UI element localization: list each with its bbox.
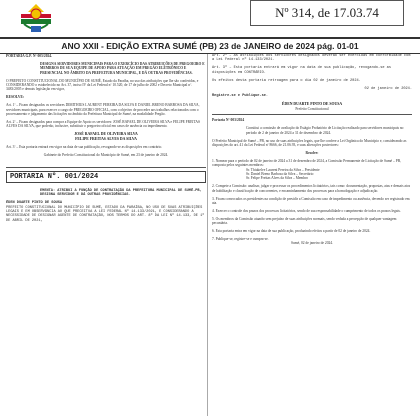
portaria-1-art3: Art. 3º – Esta portaria entrará em vigor na data de sua publicação, revogando-se as disposições em contrário.: [6, 144, 163, 149]
portaria-3-item4: 4. Exercer o controle dos prazos dos processos licitatórios, sendo de sua responsabilidade o cumprimento de todos os prazos legais.: [212, 208, 401, 213]
portaria-3-item5: 5. Os membros da Comissão atuarão sem prejuízo de suas atribuições normais, sendo vedada a percepção de qualquer vantagem pecuniária.: [212, 216, 397, 226]
portaria-1-ementa: DESIGNA SERVIDORES MUNICIPAIS PARA O EXERCÍCIO DAS ATRIBUIÇÕES DE PREGOEIRO E MEMBROS DE SUA EQUIPE DE APOIO PARA ATUAÇÃO EM PREGÃO ELETRÔNICO E PRESENCIAL NO ÂMBITO DA PREFEITURA MUNICIPAL, E DÁ OUTRAS PROVIDÊNCIAS.: [40, 61, 205, 75]
portaria-3-title: Portaria Nº 003/2024: [212, 118, 245, 123]
portaria-2-ementa: EMENTA: ATRIBUI A FUNÇÃO DE CONTRATAÇÃO DA PREFEITURA MUNICIPAL DE SUMÉ-PB, DESIGNA SERVIDOR E DÁ OUTRAS PROVIDÊNCIAS.: [40, 188, 202, 198]
portaria-1-title: PORTARIA G.P. Nº 005/2024.: [6, 54, 52, 58]
portaria-1-art2: Art. 2º – Ficam designados para compor a Equipe de Apoio os servidores: JOSÉ RAFAEL DE OLIVEIRA SILVA e FELIPE FREITAS ALVES DA SILVA, que poderão, inclusive, substituir o pregoeiro oficial em casos de ausência ou impedimento.: [6, 119, 200, 129]
portaria-1-preamble: O PREFEITO CONSTITUCIONAL DO MUNICÍPIO DE SUMÉ, Estado da Paraíba, no uso das atribuições que lhe são conferidas, e CONSIDERANDO o estabelecido no Art. 37, inciso IV da Lei Federal nº 10.520, de 17 de julho de 2002 e Decreto Municipal nº. 3483/2005 e demais legislação em vigor,: [6, 78, 199, 92]
right-column: [212, 54, 412, 416]
signature-top: JOSÉ RAFAEL DE OLIVEIRA SILVA: [74, 132, 138, 137]
portaria-3-item2: 2. Compete a Comissão: analisar, julgar e processar os procedimentos licitatórios, tais como: documentação, propostas, atas e demais atos de habilitação e classificação de concorrentes, e encaminhamento dos processos para a homologação e adjudicação.: [212, 184, 411, 193]
left-column: [6, 54, 206, 416]
portaria-3-date: Sumé, 02 de janeiro de 2024.: [290, 241, 334, 246]
page-header: [0, 0, 420, 36]
portaria-2-title: PORTARIA Nº. 001/2024: [6, 171, 206, 183]
portaria-3-preamble: O Prefeito Municipal de Sumé – PB, no uso de suas atribuições legais, que lhe confere a Lei Orgânica do Município e, considerando as disposições do art. 41 da Lei Federal nº 8666, de 21.06.93, e suas alterações posteriores:: [212, 138, 407, 147]
portaria-3-item1: 1. Nomear para o período de 02 de janeiro de 2024 a 31 de dezembro de 2024, a Comissão Permanente de Licitação de Sumé – PB, composta pelos seguintes membros:: [212, 158, 402, 168]
portaria-3-item7: 7. Publique-se, registre-se e cumpra-se.: [212, 237, 269, 242]
portaria-1-art1: Art. 1º – Ficam designados os servidores DIMITHIUS LAURENT PEREIRA DA SILVA E DANIEL BRENO BARBOSA DA SILVA, servidores municipais, para exercer o cargo de PREGOEIRO OFICIAL, com o objetivo de proceder aos trabalhos relacionados com o processamento e julgamento das licitações no âmbito da Prefeitura Municipal de Sumé, na modalidade Pregão.: [6, 103, 200, 117]
column-divider: [207, 54, 208, 416]
edition-banner: ANO XXII - EDIÇÃO EXTRA SUMÉ (PB) 23 de JANEIRO de 2024 pág. 01-01: [0, 37, 420, 54]
continuation-art3: Art. 3º – Esta portaria entrará em vigor na data de sua publicação, revogando-se as disposições em CONTRÁRIO.: [212, 66, 391, 75]
continuation-effects: Os efeitos desta portaria retroagem para o dia 02 de janeiro de 2024.: [212, 78, 361, 83]
mayor-role: Prefeito Constitucional: [295, 106, 329, 111]
portaria-3-item6: 6. Esta portaria entra em vigor na data de sua publicação, produzindo efeitos a partir de 02 de janeiro de 2024.: [212, 229, 371, 234]
signature-bottom: FELIPE FREITAS ALVES DA SILVA: [75, 136, 137, 141]
continuation-art2: Art. 2º – As atribuições dos servidores designados deverão ser exercidas em conformidade com a Lei Federal nº 14.133/2021.: [212, 54, 411, 63]
portaria-3-ementa: Constitui a comissão de avaliação do Estágio Probatório de Licitação realizado para servidores municipais no período de 2 de janeiro de 2024 a 31 de dezembro de 2024.: [246, 126, 404, 135]
section-separator-right: [212, 114, 412, 115]
portaria-3-resolve: Resolve:: [305, 150, 319, 155]
continuation-date: 02 de janeiro de 2024.: [364, 86, 412, 91]
portaria-1-resolve: RESOLVE:: [6, 95, 25, 100]
mayor-signature: ÉDEN DUARTE PINTO DE SOUSA: [281, 102, 343, 107]
member-3: Sr. Felipe Freitas Alves da Silva – Membro: [246, 176, 309, 181]
portaria-3-item3: 3. Ficam convocados os presidentes na condição de presidir a Comissão em caso de impedimento ou ausência, devendo ser registrado em ata.: [212, 196, 410, 206]
portaria-1-closing: Gabinete do Prefeito Constitucional do Município de Sumé, em 23 de janeiro de 2024.: [43, 152, 169, 157]
portaria-2-signer: ÉDEN DUARTE PINTO DE SOUSA: [6, 201, 63, 206]
publish-note: Registre-se e Publique-se.: [212, 94, 269, 99]
law-reference: Nº 314, de 17.03.74: [250, 0, 404, 26]
municipal-coat-of-arms: [18, 2, 54, 34]
section-separator: [6, 167, 206, 168]
member-2: Sr. Daniel Breno Barbosa da Silva – Secretário: [246, 172, 314, 176]
portaria-2-body: PREFEITO CONSTITUCIONAL DO MUNICÍPIO DE SUMÉ, ESTADO DA PARAÍBA, NO USO DE SUAS ATRIBUIÇÕES LEGAIS E EM OBSERVÂNCIA AO QUE PRECEITUA A LEI FEDERAL Nº 14.133/2021, E CONSIDERANDO A NECESSIDADE DE DESIGNAR AGENTE DE CONTRATAÇÃO, NOS TERMOS DO ART. 8º DA LEI Nº 14.133, DE 1º DE ABRIL DE 2021,: [6, 205, 205, 223]
member-1: Sr. Thiukelve Laurent Pereira da Silva – Presidente: [246, 167, 320, 172]
